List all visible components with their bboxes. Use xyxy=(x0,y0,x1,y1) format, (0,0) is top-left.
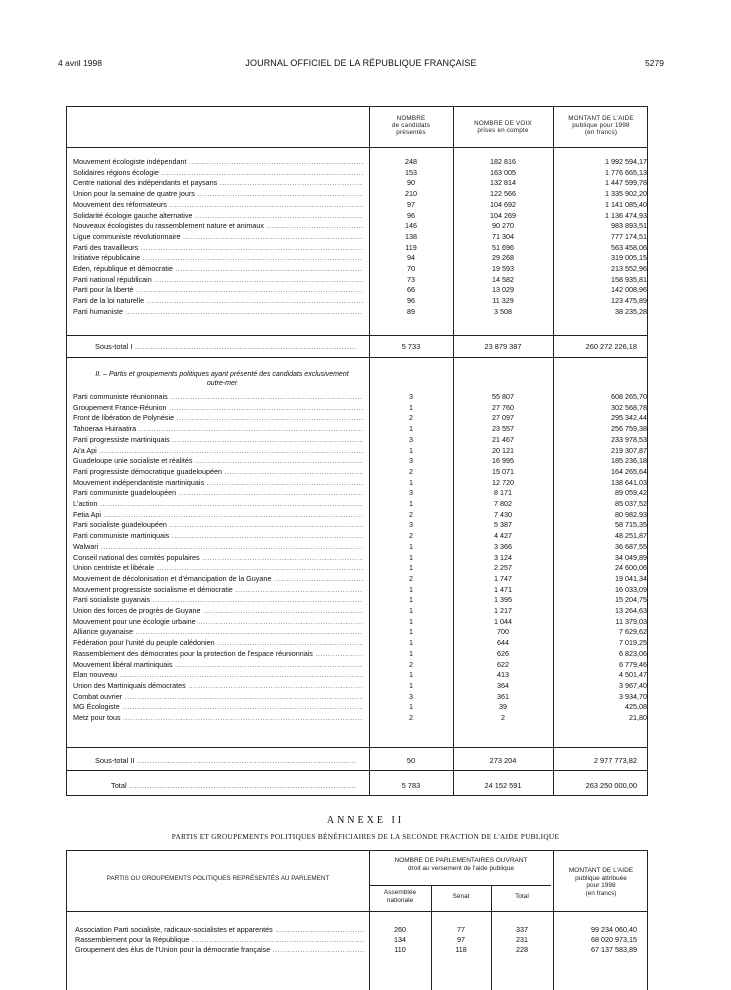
total-row xyxy=(67,779,647,793)
aide-amount: 213 552,96 xyxy=(611,264,647,273)
aide-amount: 3 934,70 xyxy=(619,691,647,701)
table-row xyxy=(67,563,647,573)
candidats-count: 153 xyxy=(405,167,417,177)
voix-count: 3 366 xyxy=(494,541,512,551)
party-name: Eden, république et démocratie ..... xyxy=(73,264,363,274)
aide-amount: 6 779,46 xyxy=(619,659,647,669)
candidats-count: 1 xyxy=(409,541,413,551)
voix-count: 90 270 xyxy=(492,221,514,231)
subtotal-1-voix: 23 879 387 xyxy=(484,342,522,351)
voix-count: 15 071 xyxy=(492,466,514,476)
aide-amount: 219 307,87 xyxy=(611,445,647,455)
table-row xyxy=(67,157,647,167)
aide-amount: 1 335 902,20 xyxy=(605,189,647,199)
party-name: Parti communiste martiniquais ..... xyxy=(73,531,363,541)
voix-count: 2 257 xyxy=(494,563,512,573)
party-name: Association Parti socialiste, radicaux-socialistes et apparentés ..... xyxy=(75,925,365,935)
subtotal-2-voix: 273 204 xyxy=(489,756,517,765)
senat-count: 97 xyxy=(457,935,465,944)
aide-amount: 89 059,42 xyxy=(615,488,647,498)
candidats-count: 90 xyxy=(407,178,415,188)
aide-amount: 608 265,70 xyxy=(611,392,647,401)
table-row xyxy=(67,446,647,456)
party-name: Rassemblement pour la République ..... xyxy=(75,935,365,945)
aide-amount: 777 174,51 xyxy=(611,231,647,241)
aide-amount: 1 141 085,40 xyxy=(605,199,647,209)
aide-amount: 185 236,18 xyxy=(611,456,647,466)
table-row xyxy=(67,456,647,466)
candidats-count: 138 xyxy=(405,231,417,241)
aide-amount: 319 005,15 xyxy=(611,253,647,263)
table-row xyxy=(67,638,647,648)
aide-amount: 256 759,38 xyxy=(611,424,647,434)
candidats-count: 1 xyxy=(409,702,413,712)
table-row xyxy=(67,649,647,659)
party-name: Parti socialiste guyanais ..... xyxy=(73,595,363,605)
candidats-count: 1 xyxy=(409,606,413,615)
voix-count: 132 814 xyxy=(490,178,516,188)
candidats-count: 1 xyxy=(409,477,413,487)
party-name: Elan nouveau ..... xyxy=(73,670,363,680)
table-row xyxy=(67,702,647,712)
party-name: Tahoeraa Huiraatira ..... xyxy=(73,424,363,434)
party-name: Solidaires régions écologie ..... xyxy=(73,168,363,178)
table-row xyxy=(67,713,647,723)
annex-subtitle: PARTIS ET GROUPEMENTS POLITIQUES BÉNÉFICIAIRES DE LA SECONDE FRACTION DE L'AIDE PUBLIQUE xyxy=(171,832,560,841)
voix-count: 12 720 xyxy=(492,477,514,487)
candidats-count: 119 xyxy=(405,242,417,252)
party-name: Centre national des indépendants et paysans ..... xyxy=(73,178,363,188)
aide-amount: 7 019,25 xyxy=(619,638,647,648)
party-name: Mouvement pour une écologie urbaine ..... xyxy=(73,617,363,627)
voix-count: 21 467 xyxy=(492,434,514,444)
candidats-count: 1 xyxy=(409,680,413,690)
party-name: Mouvement progressiste socialisme et démocratie ..... xyxy=(73,585,363,595)
senat-count: 118 xyxy=(455,945,467,954)
table-row xyxy=(67,392,647,402)
subtotal-2-label: Sous-total II ..... xyxy=(95,754,357,768)
table-row xyxy=(67,403,647,413)
table-row xyxy=(67,606,647,616)
aide-amount: 295 342,44 xyxy=(611,413,647,423)
candidats-count: 2 xyxy=(409,659,413,669)
candidats-count: 3 xyxy=(409,434,413,444)
aide-amount: 24 600,06 xyxy=(615,563,647,573)
aide-amount: 563 458,06 xyxy=(611,242,647,252)
table-row xyxy=(67,435,647,445)
table-row xyxy=(67,925,647,935)
aide-amount: 983 893,51 xyxy=(611,221,647,231)
subtotal-1-cand: 5 733 xyxy=(401,342,421,351)
voix-count: 14 582 xyxy=(492,274,514,284)
table-row xyxy=(67,275,647,285)
party-name: Parti communiste guadeloupéen ..... xyxy=(73,488,363,498)
aide-amount: 85 037,52 xyxy=(615,499,647,508)
voix-count: 7 802 xyxy=(494,499,512,508)
header-journal-title: JOURNAL OFFICIEL DE LA RÉPUBLIQUE FRANÇAISE xyxy=(245,58,477,68)
table-row xyxy=(67,178,647,188)
table-row xyxy=(67,307,647,317)
table-row xyxy=(67,296,647,306)
table-row xyxy=(67,520,647,530)
party-name: Union des forces de progrès de Guyane ..... xyxy=(73,606,363,616)
total-aide: 263 250 000,00 xyxy=(585,781,637,790)
table-row xyxy=(67,488,647,498)
party-name: Union centriste et libérale ..... xyxy=(73,563,363,573)
voix-count: 29 268 xyxy=(492,253,514,263)
party-name: Initiative républicaine ..... xyxy=(73,253,363,263)
candidats-count: 2 xyxy=(409,509,413,519)
voix-count: 7 430 xyxy=(494,509,512,519)
party-name: Parti progressiste martiniquais ..... xyxy=(73,435,363,445)
voix-count: 1 044 xyxy=(494,616,512,626)
annex-col-total: Total xyxy=(515,893,529,900)
voix-count: 644 xyxy=(497,638,509,648)
voix-count: 361 xyxy=(497,691,509,701)
header-page-number: 5279 xyxy=(645,58,664,68)
party-name: Mouvement écologiste indépendant ..... xyxy=(73,157,363,167)
candidats-count: 97 xyxy=(407,199,415,209)
aide-amount: 1 992 594,17 xyxy=(605,157,647,166)
voix-count: 122 566 xyxy=(490,189,516,199)
subtotal-2-cand: 50 xyxy=(406,756,416,765)
aide-amount: 13 264,63 xyxy=(615,606,647,615)
aide-amount: 6 823,06 xyxy=(619,648,647,658)
party-name: Nouveaux écologistes du rassemblement nature et animaux ..... xyxy=(73,221,363,231)
aide-amount: 16 033,09 xyxy=(615,584,647,594)
party-name: Parti humaniste ..... xyxy=(73,307,363,317)
aide-amount: 1 447 599,78 xyxy=(605,178,647,188)
party-name: Mouvement des réformateurs ..... xyxy=(73,200,363,210)
aide-amount: 48 251,87 xyxy=(615,531,647,541)
subtotal-1-row xyxy=(67,340,647,354)
aide-amount: 138 641,03 xyxy=(611,477,647,487)
total-count: 228 xyxy=(516,945,528,954)
candidats-count: 2 xyxy=(409,531,413,541)
voix-count: 5 387 xyxy=(494,520,512,530)
candidats-count: 96 xyxy=(407,296,415,306)
aide-amount: 7 629,62 xyxy=(619,627,647,637)
party-name: Fetia Api ..... xyxy=(73,510,363,520)
aide-amount: 425,08 xyxy=(625,702,647,712)
voix-count: 163 005 xyxy=(490,167,516,177)
aide-amount: 34 049,89 xyxy=(615,552,647,562)
candidats-count: 66 xyxy=(407,285,415,295)
aide-amount: 15 204,75 xyxy=(615,595,647,605)
aide-amount: 3 967,40 xyxy=(619,680,647,690)
aide-amount: 142 008,96 xyxy=(611,285,647,295)
table-row xyxy=(67,945,647,955)
table-row xyxy=(67,499,647,509)
party-name: Fédération pour l'unité du peuple calédonien ..... xyxy=(73,638,363,648)
voix-count: 16 995 xyxy=(492,456,514,466)
voix-count: 3 508 xyxy=(494,306,512,316)
voix-count: 3 124 xyxy=(494,552,512,562)
voix-count: 13 029 xyxy=(492,285,514,295)
aide-amount: 123 475,89 xyxy=(611,296,647,306)
annex-col-aide: MONTANT DE L'AIDE publique attribuée pour 1998 (en francs) xyxy=(568,867,634,897)
voix-count: 2 xyxy=(501,713,505,722)
voix-count: 1 395 xyxy=(494,595,512,605)
total-cand: 5 783 xyxy=(401,781,421,790)
aide-amount: 99 234 060,40 xyxy=(591,925,637,934)
voix-count: 4 427 xyxy=(494,531,512,541)
subtotal-1-label: Sous-total I ..... xyxy=(95,340,357,354)
aide-amount: 19 041,34 xyxy=(615,573,647,583)
candidats-count: 1 xyxy=(409,627,413,637)
senat-count: 77 xyxy=(457,925,465,934)
aide-amount: 4 501,47 xyxy=(619,670,647,680)
header-date: 4 avril 1998 xyxy=(58,58,102,68)
voix-count: 1 747 xyxy=(494,573,512,583)
aide-amount: 67 137 583,89 xyxy=(591,945,637,954)
table-row xyxy=(67,189,647,199)
an-count: 134 xyxy=(394,935,406,944)
an-count: 260 xyxy=(394,925,406,934)
col-header-voix: NOMBRE DE VOIX prises en compte xyxy=(474,120,532,135)
table-row xyxy=(67,935,647,945)
table-row xyxy=(67,467,647,477)
candidats-count: 1 xyxy=(409,638,413,648)
an-count: 110 xyxy=(394,945,406,954)
aide-amount: 68 020 973,15 xyxy=(591,935,637,944)
party-name: Mouvement libéral martiniquais ..... xyxy=(73,660,363,670)
party-name: Rassemblement des démocrates pour la protection de l'espace réunionnais ..... xyxy=(73,649,363,659)
total-count: 231 xyxy=(516,935,528,944)
table-row xyxy=(67,670,647,680)
candidats-count: 3 xyxy=(409,392,413,401)
annex-title: ANNEXE II xyxy=(326,815,405,826)
candidats-count: 3 xyxy=(409,691,413,701)
party-name: Ligue communiste révolutionnaire ..... xyxy=(73,232,363,242)
col-header-candidats: NOMBRE de candidats présentés xyxy=(391,115,431,137)
voix-count: 71 304 xyxy=(492,231,514,241)
candidats-count: 2 xyxy=(409,466,413,476)
voix-count: 104 269 xyxy=(490,210,516,220)
voix-count: 20 121 xyxy=(492,445,514,455)
party-name: Ai'a Api ..... xyxy=(73,446,363,456)
total-voix: 24 152 591 xyxy=(484,781,522,790)
candidats-count: 2 xyxy=(409,573,413,583)
annex-col-parties: PARTIS OU GROUPEMENTS POLITIQUES REPRÉSENTÉS AU PARLEMENT xyxy=(106,875,330,882)
candidats-count: 73 xyxy=(407,274,415,284)
table-row xyxy=(67,232,647,242)
candidats-count: 89 xyxy=(407,306,415,316)
aide-amount: 302 568,78 xyxy=(611,402,647,412)
voix-count: 413 xyxy=(497,670,509,680)
total-label: Total ..... xyxy=(111,779,357,793)
candidats-count: 1 xyxy=(409,616,413,626)
candidats-count: 1 xyxy=(409,563,413,573)
table-row xyxy=(67,585,647,595)
aide-amount: 1 136 474,93 xyxy=(605,210,647,220)
aide-amount: 80 982,93 xyxy=(615,509,647,519)
candidats-count: 94 xyxy=(407,253,415,263)
aide-amount: 38 235,28 xyxy=(615,306,647,316)
aide-amount: 11 379,03 xyxy=(615,616,647,626)
party-name: Parti communiste réunionnais ..... xyxy=(73,392,363,402)
voix-count: 11 329 xyxy=(492,296,514,306)
subtotal-2-aide: 2 977 773,82 xyxy=(593,756,637,765)
candidats-count: 1 xyxy=(409,424,413,434)
voix-count: 27 760 xyxy=(492,402,514,412)
candidats-count: 248 xyxy=(405,157,417,166)
annex-col-parl: NOMBRE DE PARLEMENTAIRES OUVRANT droit au versement de l'aide publique xyxy=(394,857,528,872)
candidats-count: 2 xyxy=(409,713,413,722)
candidats-count: 1 xyxy=(409,402,413,412)
party-name: Parti pour la liberté ..... xyxy=(73,285,363,295)
table-row xyxy=(67,285,647,295)
voix-count: 1 217 xyxy=(494,606,512,615)
party-name: Mouvement indépendantiste martiniquais ..... xyxy=(73,478,363,488)
table-row xyxy=(67,413,647,423)
table-row xyxy=(67,681,647,691)
aide-amount: 58 715,35 xyxy=(615,520,647,530)
party-name: Mouvement de décolonisation et d'émancipation de la Guyane ..... xyxy=(73,574,363,584)
voix-count: 626 xyxy=(497,648,509,658)
table-row xyxy=(67,542,647,552)
voix-count: 182 816 xyxy=(490,157,516,166)
total-count: 337 xyxy=(516,925,528,934)
aid-table xyxy=(66,106,648,796)
table-row xyxy=(67,168,647,178)
table-row xyxy=(67,253,647,263)
annex-col-an: Assemblée nationale xyxy=(383,889,417,904)
table-row xyxy=(67,627,647,637)
party-name: MG Écologiste ..... xyxy=(73,702,363,712)
party-name: Parti progressiste démocratique guadeloupéen ..... xyxy=(73,467,363,477)
page-header xyxy=(58,58,664,70)
col-header-aide: MONTANT DE L'AIDE publique pour 1998 (en francs) xyxy=(568,115,634,137)
party-name: Front de libération de Polynésie ..... xyxy=(73,413,363,423)
party-name: Metz pour tous ..... xyxy=(73,713,363,723)
candidats-count: 210 xyxy=(405,189,417,199)
table-row xyxy=(67,574,647,584)
table-row xyxy=(67,595,647,605)
voix-count: 23 557 xyxy=(492,424,514,434)
voix-count: 51 696 xyxy=(492,242,514,252)
party-name: Groupement France-Réunion ..... xyxy=(73,403,363,413)
candidats-count: 3 xyxy=(409,520,413,530)
voix-count: 622 xyxy=(497,659,509,669)
table-row xyxy=(67,211,647,221)
candidats-count: 146 xyxy=(405,221,417,231)
voix-count: 55 807 xyxy=(492,392,514,401)
table-row xyxy=(67,617,647,627)
party-name: Parti national républicain ..... xyxy=(73,275,363,285)
party-name: Parti des travailleurs ..... xyxy=(73,243,363,253)
section2-title: II. – Partis et groupements politiques ayant présenté des candidats exclusivement outre-mer xyxy=(95,371,349,387)
party-name: Walwari ..... xyxy=(73,542,363,552)
party-name: Union des Martiniquais démocrates ..... xyxy=(73,681,363,691)
aide-amount: 1 776 665,13 xyxy=(605,167,647,177)
table-row xyxy=(67,478,647,488)
aide-amount: 36 687,55 xyxy=(615,541,647,551)
voix-count: 1 471 xyxy=(494,584,512,594)
voix-count: 19 593 xyxy=(492,264,514,273)
annex-table xyxy=(66,850,648,990)
candidats-count: 70 xyxy=(407,264,415,273)
candidats-count: 1 xyxy=(409,584,413,594)
table-row xyxy=(67,660,647,670)
party-name: Guadeloupe unie socialiste et réalités ..... xyxy=(73,456,363,466)
candidats-count: 1 xyxy=(409,445,413,455)
party-name: Groupement des élus de l'Union pour la démocratie française ..... xyxy=(75,945,365,955)
annex-col-senat: Sénat xyxy=(452,893,470,900)
aide-amount: 233 978,53 xyxy=(611,434,647,444)
candidats-count: 1 xyxy=(409,648,413,658)
table-row xyxy=(67,264,647,274)
table-row xyxy=(67,531,647,541)
candidats-count: 96 xyxy=(407,210,415,220)
candidats-count: 2 xyxy=(409,413,413,423)
candidats-count: 3 xyxy=(409,488,413,498)
party-name: Solidarité écologie gauche alternative ..... xyxy=(73,211,363,221)
party-name: Parti de la loi naturelle ..... xyxy=(73,296,363,306)
voix-count: 700 xyxy=(497,627,509,637)
candidats-count: 1 xyxy=(409,595,413,605)
party-name: L'action ..... xyxy=(73,499,363,509)
candidats-count: 1 xyxy=(409,670,413,680)
table-row xyxy=(67,692,647,702)
party-name: Parti socialiste guadeloupéen ..... xyxy=(73,520,363,530)
table-row xyxy=(67,200,647,210)
subtotal-1-aide: 260 272 226,18 xyxy=(585,342,637,351)
table-row xyxy=(67,510,647,520)
aide-amount: 164 265,64 xyxy=(611,466,647,476)
table-row xyxy=(67,424,647,434)
voix-count: 104 692 xyxy=(490,199,516,209)
voix-count: 8 171 xyxy=(494,488,512,498)
subtotal-2-row xyxy=(67,754,647,768)
party-name: Conseil national des comités populaires ..... xyxy=(73,553,363,563)
table-row xyxy=(67,221,647,231)
party-name: Alliance guyanaise ..... xyxy=(73,627,363,637)
party-name: Combat ouvrier ..... xyxy=(73,692,363,702)
candidats-count: 1 xyxy=(409,499,413,508)
candidats-count: 3 xyxy=(409,456,413,466)
voix-count: 27 097 xyxy=(492,413,514,423)
candidats-count: 1 xyxy=(409,552,413,562)
party-name: Union pour la semaine de quatre jours ..... xyxy=(73,189,363,199)
table-row xyxy=(67,553,647,563)
table-row xyxy=(67,243,647,253)
voix-count: 364 xyxy=(497,680,509,690)
aide-amount: 21,80 xyxy=(629,713,647,722)
voix-count: 39 xyxy=(499,702,507,712)
aide-amount: 158 935,81 xyxy=(611,274,647,284)
